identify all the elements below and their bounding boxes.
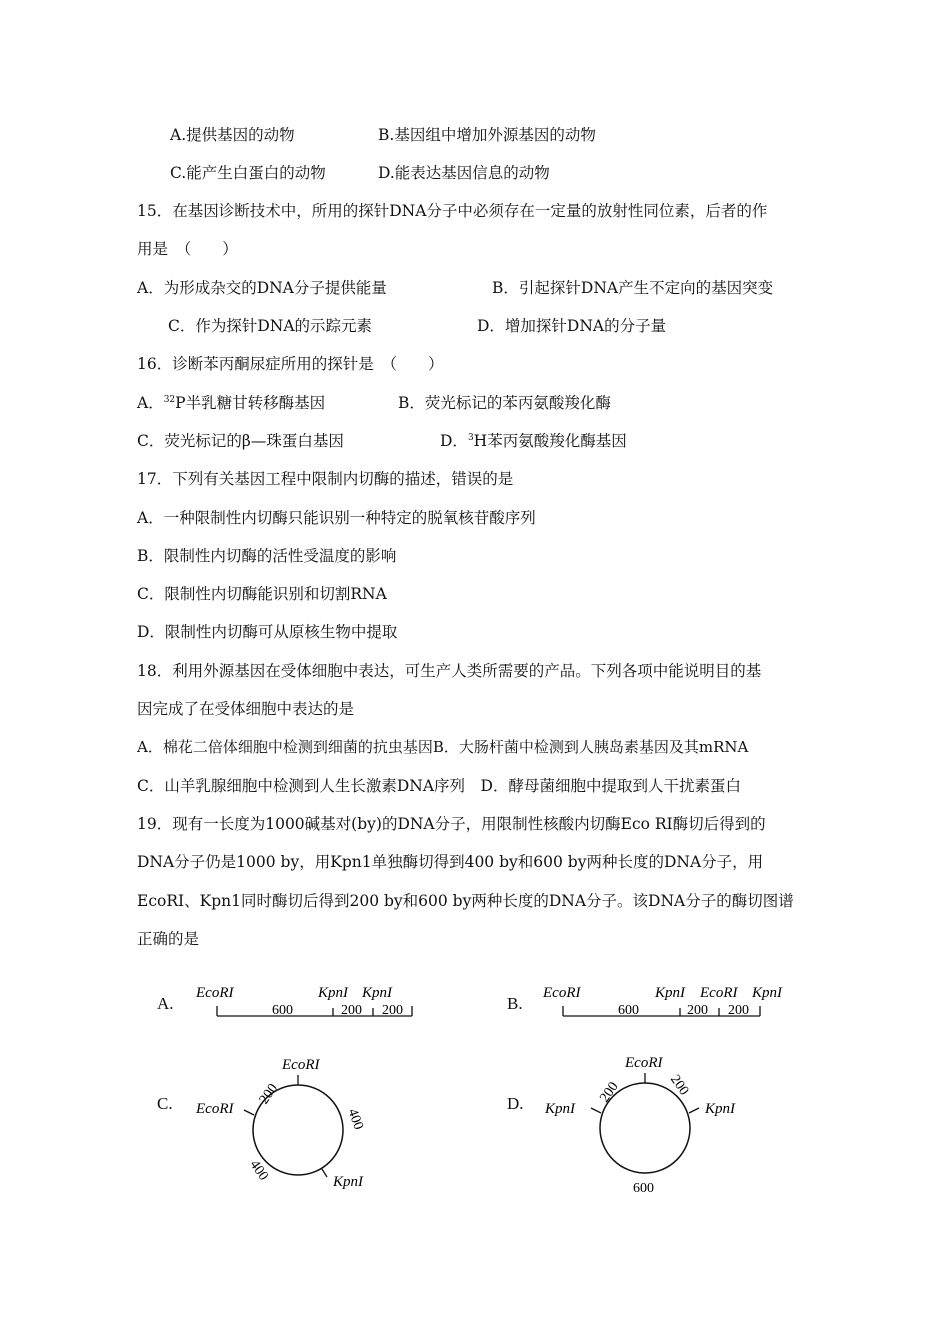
diagram-a-enz3: KpnI bbox=[362, 985, 392, 1001]
diagram-c-seg-bottom-left: 400 bbox=[246, 1157, 271, 1184]
q14-option-c: C.能产生白蛋白的动物 bbox=[170, 164, 326, 182]
diagram-b-enz4: KpnI bbox=[752, 985, 782, 1001]
q15-option-d: D．增加探针DNA的分子量 bbox=[477, 317, 667, 335]
q16-option-c: C．荧光标记的β—珠蛋白基因 bbox=[137, 432, 344, 450]
q17-option-c: C．限制性内切酶能识别和切割RNA bbox=[137, 585, 387, 603]
diagram-b-seg3: 200 bbox=[728, 1003, 749, 1018]
q18-options-cd: C．山羊乳腺细胞中检测到人生长激素DNA序列 D．酵母菌细胞中提取到人干扰素蛋白 bbox=[137, 777, 741, 795]
q19-stem-line2: DNA分子仍是1000 by，用Kpn1单独酶切得到400 by和600 by两种长度的DNA分子，用 bbox=[137, 853, 764, 871]
q19-stem-line3: EcoRI、Kpn1同时酶切后得到200 by和600 by两种长度的DNA分子。该DNA分子的酶切图谱 bbox=[137, 892, 794, 910]
diagram-b-linear-map bbox=[538, 978, 798, 1028]
q15-option-a: A．为形成杂交的DNA分子提供能量 bbox=[137, 279, 387, 297]
diagram-d-circular-map bbox=[538, 1045, 758, 1205]
q15-stem-line2: 用是 （ ） bbox=[137, 240, 238, 258]
q15-option-b: B．引起探针DNA产生不定向的基因突变 bbox=[492, 279, 774, 297]
q16-option-d: D．$^3$H苯丙氨酸羧化酶基因 bbox=[440, 432, 627, 450]
diagram-a-label: A. bbox=[157, 994, 174, 1013]
diagram-d-seg-left: 200 bbox=[597, 1079, 622, 1106]
diagram-c-circular-map bbox=[190, 1045, 390, 1195]
q17-stem: 17．下列有关基因工程中限制内切酶的描述，错误的是 bbox=[137, 470, 514, 488]
diagram-b-label: B. bbox=[507, 994, 523, 1013]
diagram-b-seg1: 600 bbox=[618, 1003, 639, 1018]
diagram-c-tick-bottom-right bbox=[322, 1169, 327, 1177]
q14-option-d: D.能表达基因信息的动物 bbox=[378, 164, 550, 182]
q19-stem-line4: 正确的是 bbox=[137, 930, 200, 948]
q16-option-b: B．荧光标记的苯丙氨酸羧化酶 bbox=[398, 394, 611, 412]
q16-option-a: A．$^{32}$P半乳糖甘转移酶基因 bbox=[137, 394, 326, 412]
diagram-a-seg3: 200 bbox=[382, 1003, 403, 1018]
q17-option-d: D．限制性内切酶可从原核生物中提取 bbox=[137, 623, 398, 641]
q15-stem-line1: 15．在基因诊断技术中，所用的探针DNA分子中必须存在一定量的放射性同位素，后者的作 bbox=[137, 202, 768, 220]
diagram-b-seg2: 200 bbox=[687, 1003, 708, 1018]
q15-option-c: C．作为探针DNA的示踪元素 bbox=[168, 317, 373, 335]
diagram-d-enz-right: KpnI bbox=[705, 1101, 735, 1117]
q19-stem-line1: 19．现有一长度为1000碱基对(by)的DNA分子，用限制性核酸内切酶Eco RI酶切后得到的 bbox=[137, 815, 766, 833]
diagram-b-enz1: EcoRI bbox=[543, 985, 581, 1001]
q18-stem-line1: 18．利用外源基因在受体细胞中表达，可生产人类所需要的产品。下列各项中能说明目的基 bbox=[137, 662, 762, 680]
diagram-c-seg-right: 400 bbox=[344, 1106, 366, 1132]
diagram-a-seg2: 200 bbox=[341, 1003, 362, 1018]
diagram-a-enz2: KpnI bbox=[318, 985, 348, 1001]
diagram-a-linear-map bbox=[190, 978, 430, 1028]
diagram-d-seg-right: 200 bbox=[666, 1072, 692, 1099]
diagram-b-enz2: KpnI bbox=[655, 985, 685, 1001]
q17-option-a: A．一种限制性内切酶只能识别一种特定的脱氧核苷酸序列 bbox=[137, 509, 536, 527]
q14-option-a: A.提供基因的动物 bbox=[170, 126, 295, 144]
diagram-d-label: D. bbox=[507, 1094, 524, 1113]
diagram-d-enz-top: EcoRI bbox=[625, 1055, 663, 1071]
diagram-d-seg-bottom: 600 bbox=[633, 1181, 654, 1196]
diagram-c-label: C. bbox=[157, 1094, 173, 1113]
diagram-c-enz-top: EcoRI bbox=[282, 1057, 320, 1073]
diagram-b-enz3: EcoRI bbox=[700, 985, 738, 1001]
diagram-a-seg1: 600 bbox=[272, 1003, 293, 1018]
diagram-c-enz-left: EcoRI bbox=[196, 1101, 234, 1117]
diagram-d-tick-right bbox=[689, 1108, 699, 1113]
diagram-d-tick-left bbox=[591, 1108, 601, 1113]
q17-option-b: B．限制性内切酶的活性受温度的影响 bbox=[137, 547, 397, 565]
q16-stem: 16．诊断苯丙酮尿症所用的探针是 （ ） bbox=[137, 355, 444, 373]
diagram-a-enz1: EcoRI bbox=[196, 985, 234, 1001]
q18-options-ab: A．棉花二倍体细胞中检测到细菌的抗虫基因B．大肠杆菌中检测到人胰岛素基因及其mRNA bbox=[137, 738, 749, 756]
diagram-c-enz-bottom-right: KpnI bbox=[333, 1174, 363, 1190]
q18-stem-line2: 因完成了在受体细胞中表达的是 bbox=[137, 700, 355, 718]
diagram-c-seg-top-left: 200 bbox=[256, 1081, 282, 1108]
diagram-d-enz-left: KpnI bbox=[545, 1101, 575, 1117]
diagram-c-tick-left bbox=[244, 1110, 254, 1115]
q14-option-b: B.基因组中增加外源基因的动物 bbox=[378, 126, 596, 144]
